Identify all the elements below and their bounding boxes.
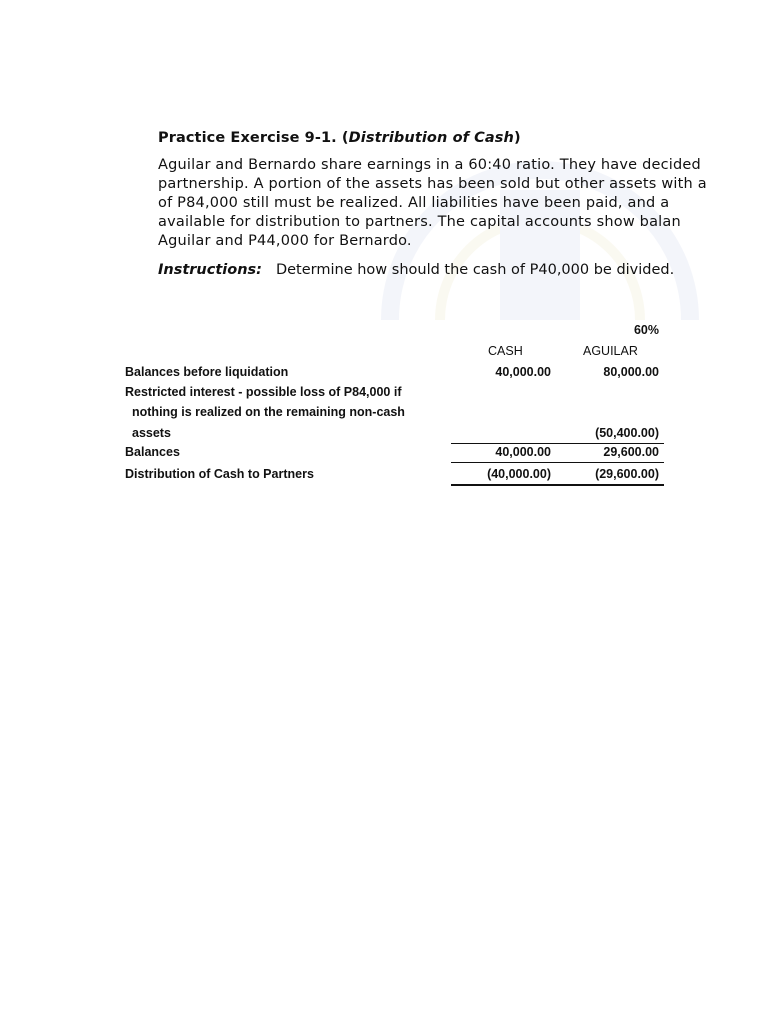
row-label: assets: [132, 426, 171, 440]
row-label: Balances: [125, 445, 180, 459]
aguilar-value: (29,600.00): [595, 467, 659, 481]
cash-value: 40,000.00: [495, 445, 551, 459]
exercise-title: Practice Exercise 9-1. (Distribution of Cash): [158, 130, 521, 146]
instructions-text: Determine how should the cash of P40,000 be divided.: [275, 262, 675, 278]
instructions: [158, 262, 674, 278]
column-header-cash: CASH: [488, 344, 523, 358]
aguilar-value: 80,000.00: [603, 365, 659, 379]
row-label: Distribution of Cash to Partners: [125, 467, 314, 481]
cash-value: (40,000.00): [487, 467, 551, 481]
instructions-label: Instructions:: [158, 262, 262, 278]
row-label: Restricted interest - possible loss of P84,000 if: [125, 385, 402, 399]
paragraph-line: Aguilar and P44,000 for Bernardo.: [158, 233, 412, 249]
total-double-rule: [451, 484, 664, 486]
paragraph-line: of P84,000 still must be realized. All liabilities have been paid, and a: [158, 195, 670, 211]
cash-value: 40,000.00: [495, 365, 551, 379]
ratio-header: 60%: [633, 323, 659, 337]
subtotal-rule: [451, 462, 664, 463]
paragraph-line: available for distribution to partners. The capital accounts show balan: [158, 214, 681, 230]
paragraph-line: partnership. A portion of the assets has been sold but other assets with a: [158, 176, 707, 192]
paragraph-line: Aguilar and Bernardo share earnings in a 60:40 ratio. They have decided: [158, 157, 701, 173]
row-label: Balances before liquidation: [125, 365, 289, 379]
column-header-aguilar: AGUILAR: [583, 344, 638, 358]
aguilar-value: 29,600.00: [603, 445, 659, 459]
aguilar-value: (50,400.00): [595, 426, 659, 440]
row-label: nothing is realized on the remaining non-cash: [132, 405, 405, 419]
subtotal-rule: [451, 443, 664, 444]
